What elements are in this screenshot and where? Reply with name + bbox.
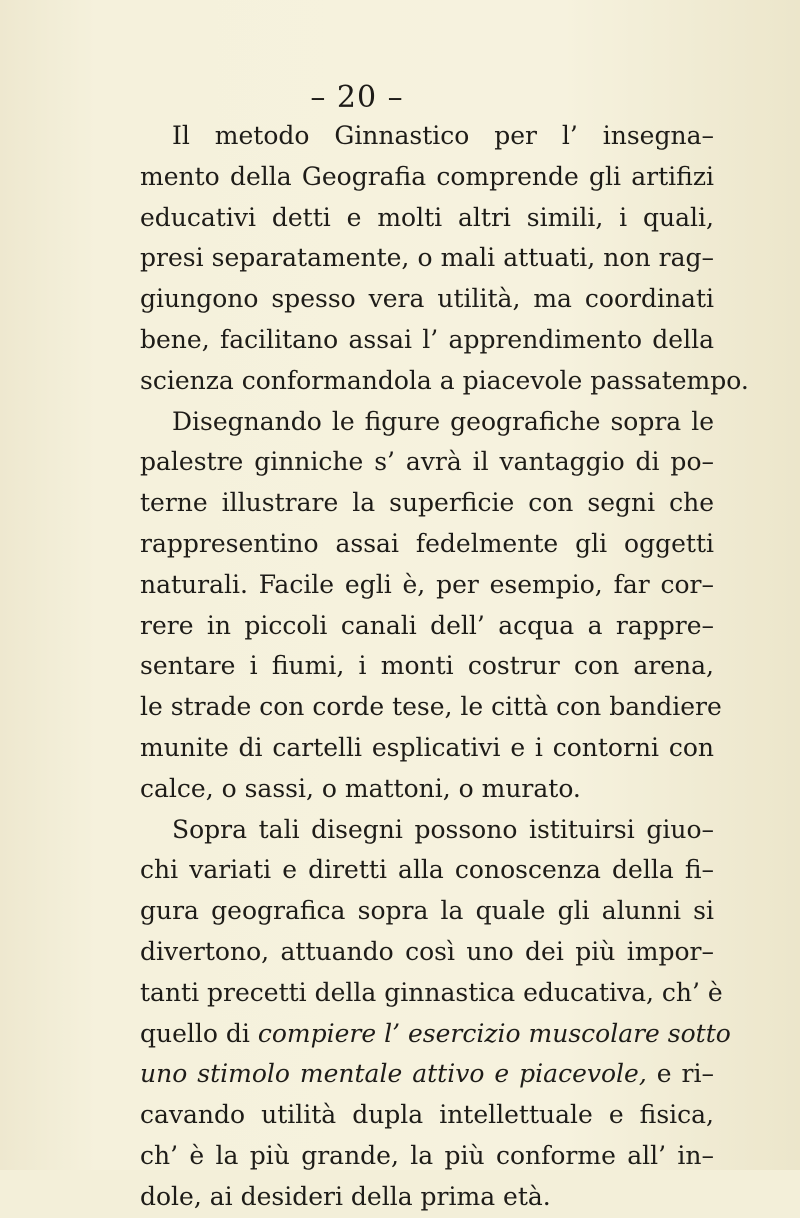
text-segment: scienza conformandola a piacevole passatempo. <box>140 365 749 395</box>
text-line <box>140 1136 714 1177</box>
text-line <box>140 1014 731 1055</box>
text-segment: giungono spesso vera utilità, ma coordinati <box>140 284 714 314</box>
text-segment: Disegnando le figure geografiche sopra le <box>172 406 714 436</box>
text-line <box>140 157 714 198</box>
page-number: – 20 – <box>310 80 404 115</box>
text-segment: terne illustrare la superficie con segni che <box>140 488 714 518</box>
italic-text: compiere l’ esercizio muscolare sotto <box>257 1018 731 1048</box>
text-line <box>140 402 714 443</box>
text-line <box>140 606 714 647</box>
text-segment: Sopra tali disegni possono istituirsi giuo– <box>172 814 714 844</box>
text-line <box>140 565 714 606</box>
text-segment: dole, ai desideri della prima età. <box>140 1181 551 1211</box>
text-segment: cavando utilità dupla intellettuale e fisica, <box>140 1100 714 1130</box>
text-segment: naturali. Facile egli è, per esempio, far cor– <box>140 569 714 599</box>
text-line <box>140 687 722 728</box>
text-line <box>140 850 714 891</box>
text-line <box>140 483 714 524</box>
text-segment: rappresentino assai fedelmente gli oggetti <box>140 528 714 558</box>
text-segment: mento della Geografia comprende gli artifizi <box>140 161 714 191</box>
text-segment: sentare i fiumi, i monti costrur con arena, <box>140 651 714 681</box>
text-segment: gura geografica sopra la quale gli alunni si <box>140 896 714 926</box>
text-segment: bene, facilitano assai l’ apprendimento della <box>140 324 714 354</box>
text-line <box>140 810 714 851</box>
text-line <box>140 1054 714 1095</box>
text-segment: calce, o sassi, o mattoni, o murato. <box>140 773 581 803</box>
text-segment: presi separatamente, o mali attuati, non rag– <box>140 243 714 273</box>
text-line <box>140 769 714 810</box>
body-text <box>140 116 749 1218</box>
text-line <box>140 932 714 973</box>
text-line <box>140 728 714 769</box>
text-segment: le strade con corde tese, le città con bandiere <box>140 692 722 722</box>
text-segment: divertono, attuando così uno dei più impor– <box>140 936 714 966</box>
text-line <box>140 973 723 1014</box>
text-segment: e ri– <box>646 1059 714 1089</box>
text-line <box>140 279 714 320</box>
text-segment: palestre ginniche s’ avrà il vantaggio di po– <box>140 447 714 477</box>
text-segment: quello di <box>140 1018 258 1048</box>
text-line <box>140 1177 714 1218</box>
italic-text: uno stimolo mentale attivo e piacevole, <box>140 1059 647 1089</box>
text-line <box>140 646 714 687</box>
text-line <box>140 116 714 157</box>
text-segment: educativi detti e molti altri simili, i quali, <box>140 202 714 232</box>
text-line <box>140 198 714 239</box>
text-segment: chi variati e diretti alla conoscenza della fi– <box>140 855 714 885</box>
text-line <box>140 238 714 279</box>
text-segment: munite di cartelli esplicativi e i contorni con <box>140 732 714 762</box>
text-line <box>140 361 749 402</box>
text-segment: Il metodo Ginnastico per l’ insegna– <box>172 121 714 150</box>
text-line <box>140 524 714 565</box>
text-segment: ch’ è la più grande, la più conforme all’ in– <box>140 1140 714 1170</box>
text-line <box>140 1095 714 1136</box>
text-line <box>140 891 714 932</box>
text-segment: tanti precetti della ginnastica educativa, ch’ è <box>140 977 723 1007</box>
text-segment: rere in piccoli canali dell’ acqua a rappre– <box>140 610 714 640</box>
text-line <box>140 442 714 483</box>
text-line <box>140 320 714 361</box>
